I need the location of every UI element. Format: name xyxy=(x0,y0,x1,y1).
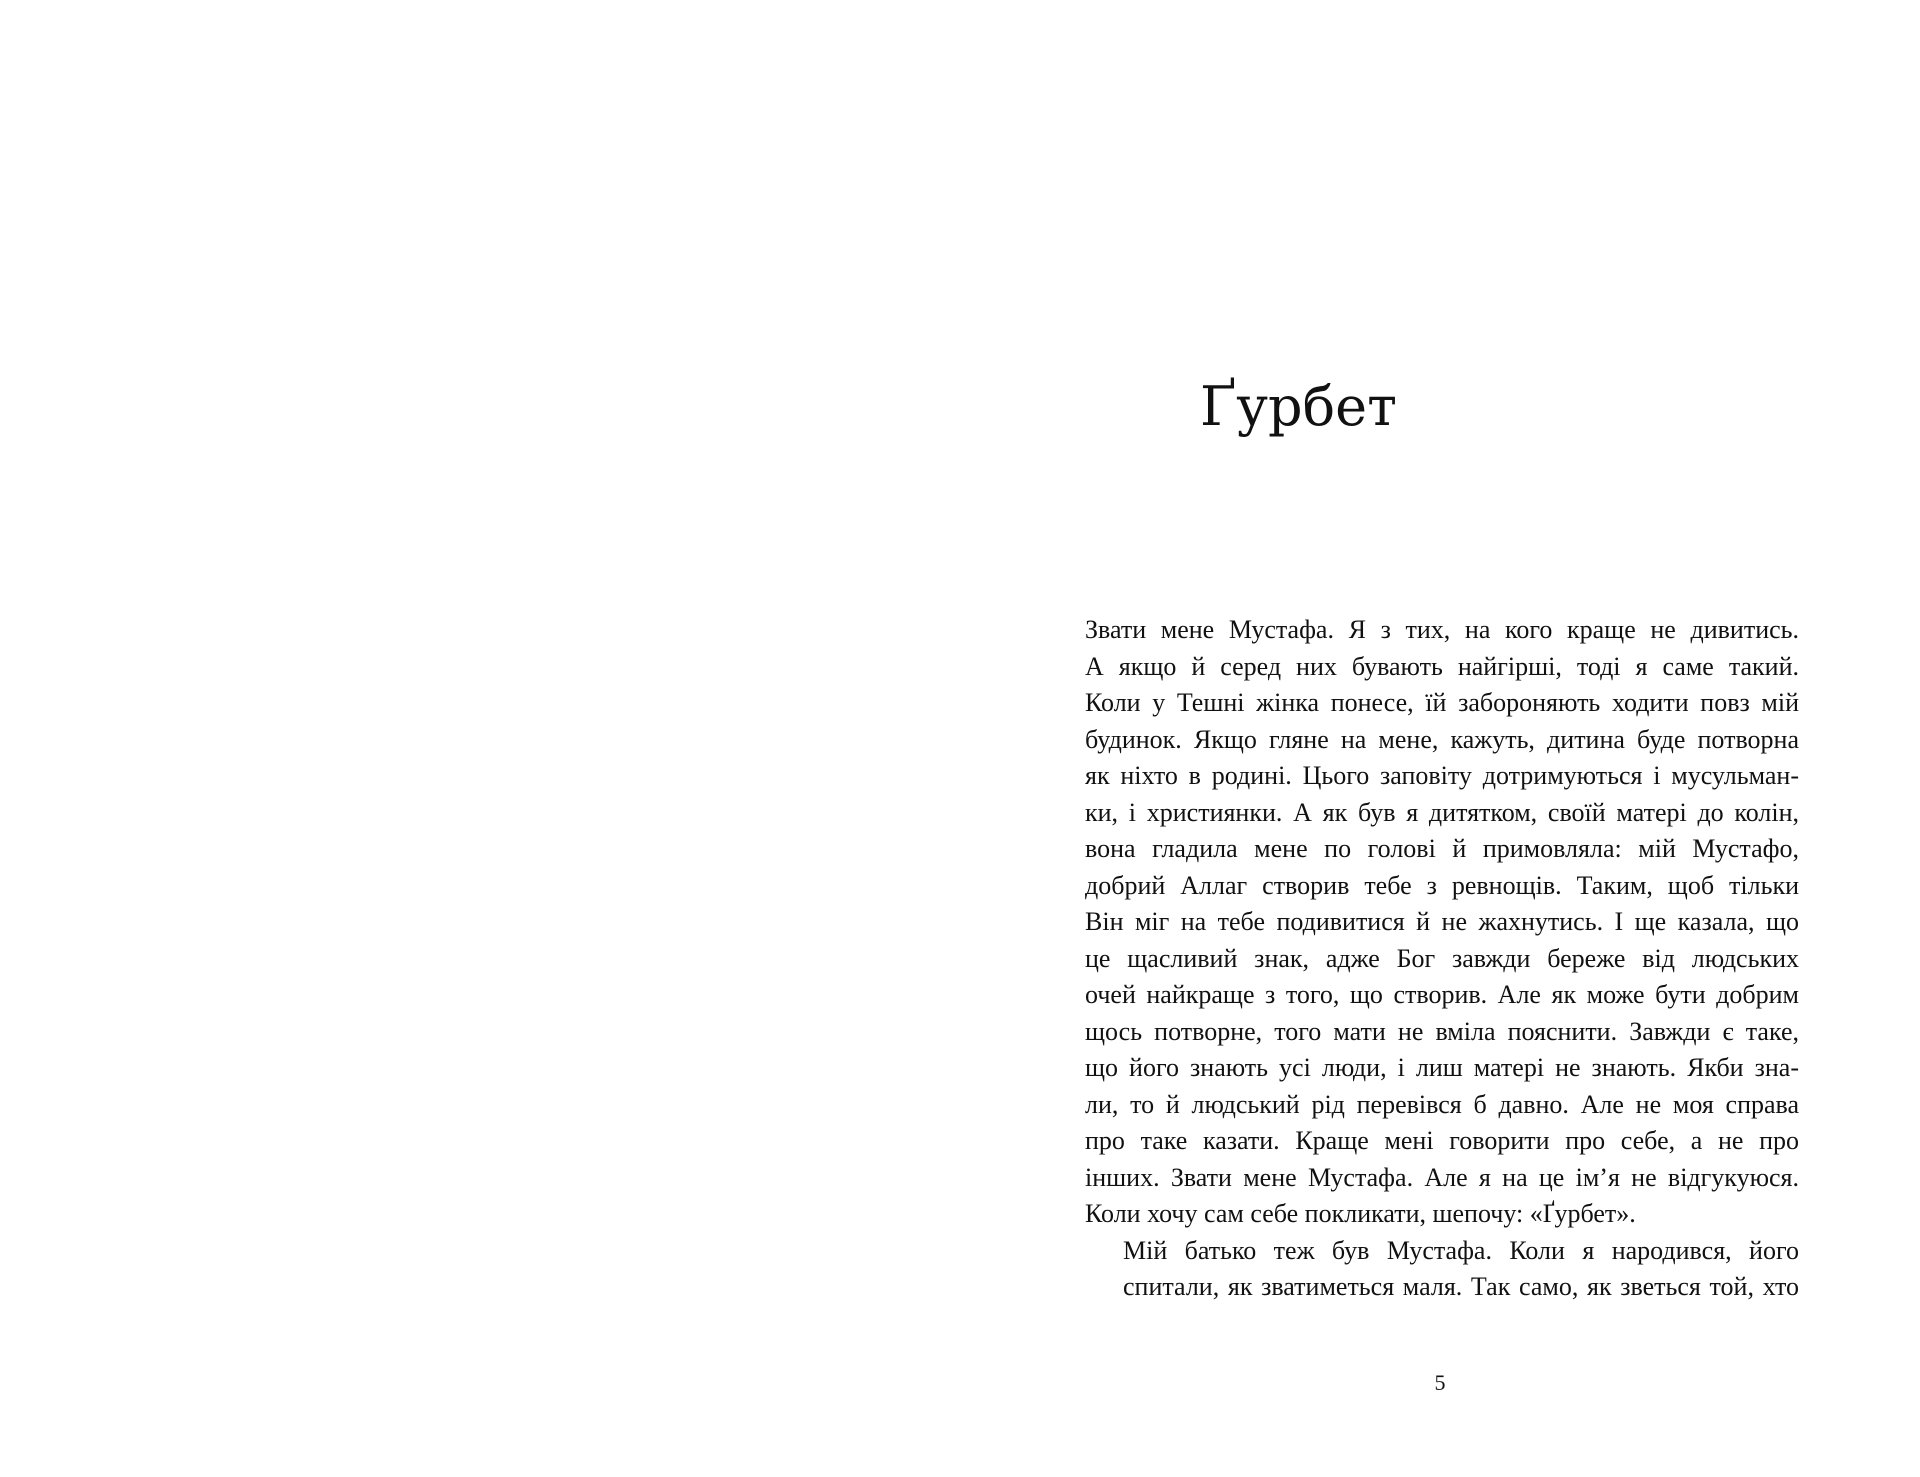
text-line: що його знають усі люди, і лиш матері не знають. Якби зна- xyxy=(1085,1053,1799,1082)
text-line: як ніхто в родині. Цього заповіту дотримуються і мусульман- xyxy=(1085,761,1799,790)
text-line: Коли у Тешні жінка понесе, їй забороняють ходити повз мій xyxy=(1085,688,1799,717)
text-line: А якщо й серед них бувають найгірші, тоді я саме такий. xyxy=(1085,651,1799,681)
text-line: інших. Звати мене Мустафа. Але я на це ім’я не відгукуюся. xyxy=(1085,1162,1799,1192)
chapter-title: Ґурбет xyxy=(1200,375,1397,438)
text-line: ли, то й людський рід перевівся б давно. Але не моя справа xyxy=(1085,1089,1799,1119)
text-line: щось потворне, того мати не вміла пояснити. Завжди є таке, xyxy=(1085,1016,1799,1046)
body-text xyxy=(1085,612,1799,1306)
text-line: добрий Аллаг створив тебе з ревнощів. Таким, щоб тільки xyxy=(1085,870,1799,900)
text-line: Коли хочу сам себе покликати, шепочу: «Ґурбет». xyxy=(1085,1199,1636,1228)
text-line: Мій батько теж був Мустафа. Коли я народився, його xyxy=(1123,1235,1799,1265)
text-line: Він міг на тебе подивитися й не жахнутись. І ще казала, що xyxy=(1085,907,1799,936)
paragraph-2 xyxy=(1085,1233,1799,1306)
text-line: це щасливий знак, адже Бог завжди береже від людських xyxy=(1085,943,1799,973)
text-line: спитали, як зватиметься маля. Так само, як зветься той, хто xyxy=(1123,1272,1799,1301)
page-number: 5 xyxy=(1434,1370,1446,1395)
text-line: ки, і християнки. А як був я дитятком, своїй матері до колін, xyxy=(1085,797,1799,827)
text-line: про таке казати. Краще мені говорити про себе, а не про xyxy=(1085,1126,1799,1155)
text-line: Звати мене Мустафа. Я з тих, на кого краще не дивитись. xyxy=(1085,615,1799,644)
text-line: очей найкраще з того, що створив. Але як може бути добрим xyxy=(1085,980,1799,1009)
paragraph-1 xyxy=(1085,612,1799,1233)
text-line: вона гладила мене по голові й примовляла: мій Мустафо, xyxy=(1085,834,1799,863)
text-line: будинок. Якщо гляне на мене, кажуть, дитина буде потворна xyxy=(1085,724,1799,754)
